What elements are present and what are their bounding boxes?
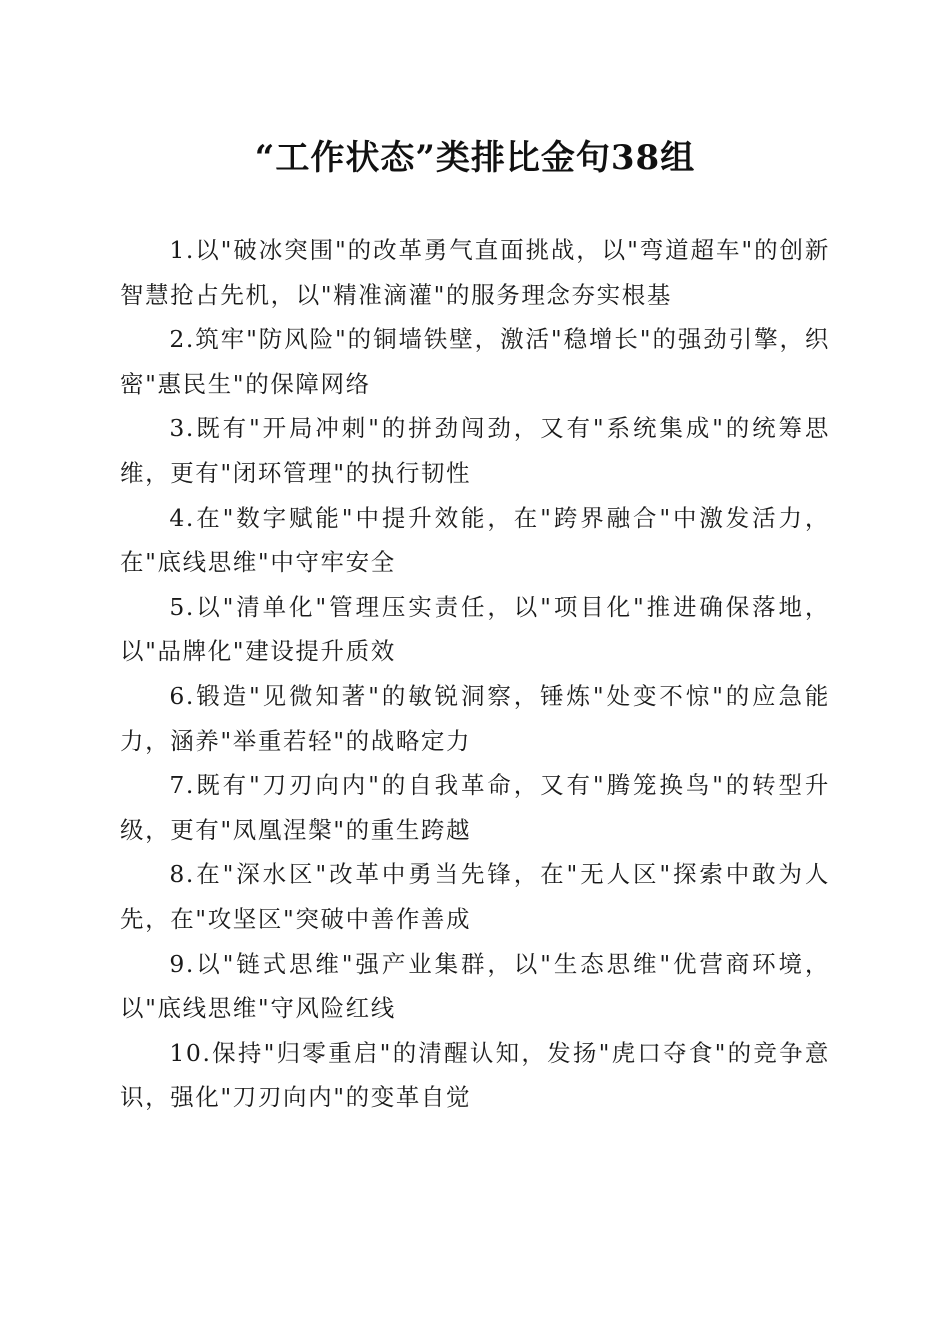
paragraph-2: 2.筑牢"防风险"的铜墙铁壁，激活"稳增长"的强劲引擎，织密"惠民生"的保障网络 [120,325,830,398]
paragraph-7: 7.既有"刀刃向内"的自我革命，又有"腾笼换鸟"的转型升级，更有"凤凰涅槃"的重生跨越 [120,771,830,844]
document-body [120,228,830,1120]
paragraph-9: 9.以"链式思维"强产业集群，以"生态思维"优营商环境，以"底线思维"守风险红线 [120,949,830,1023]
paragraph-6: 6.锻造"见微知著"的敏锐洞察，锤炼"处变不惊"的应急能力，涵养"举重若轻"的战略定力 [120,681,830,755]
paragraph-8: 8.在"深水区"改革中勇当先锋，在"无人区"探索中敢为人先，在"攻坚区"突破中善作善成 [120,860,830,933]
paragraph-3: 3.既有"开局冲刺"的拼劲闯劲，又有"系统集成"的统筹思维，更有"闭环管理"的执行韧性 [120,414,830,487]
paragraph-10: 10.保持"归零重启"的清醒认知，发扬"虎口夺食"的竞争意识，强化"刀刃向内"的变革自觉 [120,1038,830,1112]
paragraph-5: 5.以"清单化"管理压实责任，以"项目化"推进确保落地，以"品牌化"建设提升质效 [120,592,830,666]
document-title: “工作状态”类排比金句38组 [254,138,696,178]
paragraph-1: 1.以"破冰突围"的改革勇气直面挑战，以"弯道超车"的创新智慧抢占先机，以"精准滴灌"的服务理念夯实根基 [120,236,830,309]
paragraph-4: 4.在"数字赋能"中提升效能，在"跨界融合"中激发活力，在"底线思维"中守牢安全 [120,503,830,577]
